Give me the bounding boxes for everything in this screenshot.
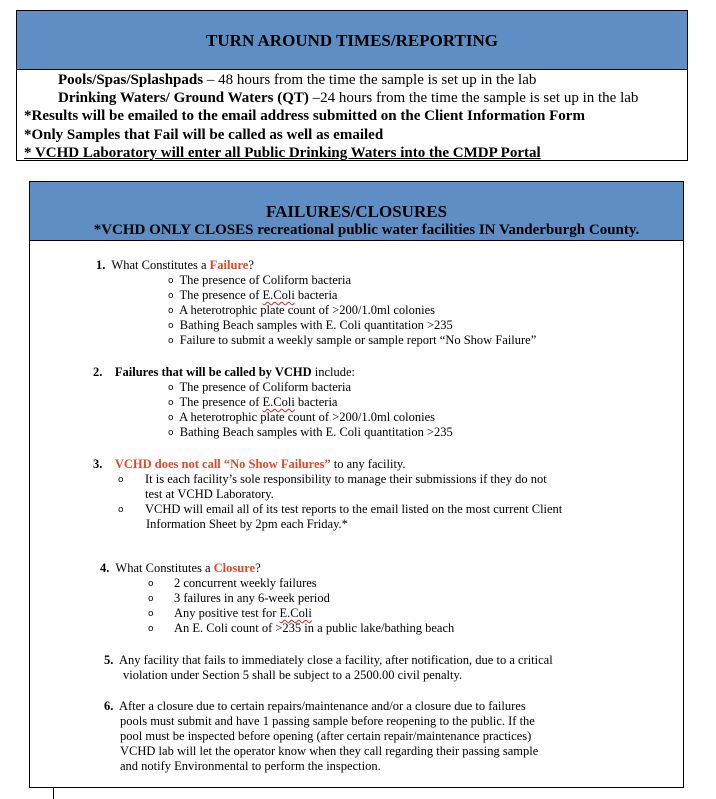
failures-title: FAILURES/CLOSURES xyxy=(265,202,448,221)
sub-item-text: Failure to submit a weekly sample or sample report “No Show Failure” xyxy=(179,333,537,347)
sub-item xyxy=(168,318,453,334)
sub-item xyxy=(168,303,435,319)
sub-item xyxy=(168,333,536,349)
turnaround-note: *Only Samples that Fail will be called as well as emailed xyxy=(24,126,384,143)
item-text: What Constitutes a xyxy=(115,561,214,575)
item-text: What Constitutes a xyxy=(111,258,210,272)
sub-item xyxy=(118,472,124,488)
no-show-highlight: VCHD does not call “No Show Failures” xyxy=(114,457,331,471)
sub-item-text: The presence of Coliform bacteria xyxy=(179,273,351,287)
item-text: pool must be inspected before opening (after certain repair/maintenance practices) xyxy=(120,729,532,743)
spellcheck-flagged-word[interactable]: E.Coli xyxy=(262,288,295,302)
sub-item-text: Any positive test for xyxy=(174,606,280,620)
turnaround-title: TURN AROUND TIMES/REPORTING xyxy=(206,31,498,50)
sub-item xyxy=(168,288,337,304)
turnaround-value: –24 hours from the time the sample is set up in the lab xyxy=(308,90,639,107)
item-number: 1. xyxy=(96,258,106,272)
item-text: and notify Environmental to perform the inspection. xyxy=(120,759,381,773)
bullet-icon: o xyxy=(148,609,154,619)
sub-item-text: Bathing Beach samples with E. Coli quantitation >235 xyxy=(179,318,453,332)
sub-item-text: bacteria xyxy=(294,395,338,409)
sub-item xyxy=(148,576,154,592)
item-6-line xyxy=(104,699,526,714)
item-number: 5. xyxy=(104,653,114,667)
item-5-line xyxy=(104,653,553,668)
bullet-icon: o xyxy=(168,413,174,423)
bullet-icon: o xyxy=(168,336,174,346)
bullet-icon: o xyxy=(168,321,174,331)
item-text: VCHD lab will let the operator know when they call regarding their passing sample xyxy=(120,744,539,758)
item-text: violation under Section 5 shall be subject to a 2500.00 civil penalty. xyxy=(123,668,463,682)
sub-item xyxy=(168,395,337,411)
list-item-2 xyxy=(93,365,355,380)
sub-item-text: VCHD will email all of its test reports to the email listed on the most current Client xyxy=(145,502,563,516)
sub-item xyxy=(168,410,435,426)
bullet-icon: o xyxy=(168,428,174,438)
sub-item-text: test at VCHD Laboratory. xyxy=(145,487,274,501)
sub-item-text: Bathing Beach samples with E. Coli quantitation >235 xyxy=(179,425,453,439)
turnaround-section xyxy=(16,10,688,161)
item-text: After a closure due to certain repairs/maintenance and/or a closure due to failures xyxy=(118,699,526,713)
bullet-icon: o xyxy=(118,505,124,515)
sub-item-text: The presence of xyxy=(179,395,263,409)
item-number: 6. xyxy=(104,699,114,713)
turnaround-line-pools xyxy=(17,71,687,89)
turnaround-header xyxy=(17,11,687,70)
item-number: 2. xyxy=(93,365,103,379)
turnaround-value: – 48 hours from the time the sample is set up in the lab xyxy=(203,72,537,88)
failure-highlight: Failure xyxy=(209,258,249,272)
item-text: ? xyxy=(255,561,261,575)
list-item-3 xyxy=(93,457,406,472)
sub-item-text: 3 failures in any 6-week period xyxy=(174,591,330,605)
sub-item-text: 2 concurrent weekly failures xyxy=(174,576,317,590)
list-item-4 xyxy=(100,561,261,576)
failures-header xyxy=(30,182,683,241)
spellcheck-flagged-word[interactable]: E.Coli xyxy=(262,395,295,409)
turnaround-body xyxy=(17,71,687,162)
bullet-icon: o xyxy=(168,291,174,301)
sub-item-text: bacteria xyxy=(294,288,338,302)
item-text: Any facility that fails to immediately close a facility, after notification, due to a critical xyxy=(118,653,553,667)
sub-item-text: The presence of Coliform bacteria xyxy=(179,380,351,394)
item-text: pools must submit and have 1 passing sample before reopening to the public. If the xyxy=(120,714,535,728)
sub-item-text: The presence of xyxy=(179,288,263,302)
sub-item xyxy=(118,502,124,518)
item-number: 4. xyxy=(100,561,110,575)
failures-subtitle: *VCHD ONLY CLOSES recreational public water facilities IN Vanderburgh County. xyxy=(93,222,640,238)
bullet-icon: o xyxy=(148,579,154,589)
sub-item-text: An E. Coli count of >235 in a public lake/bathing beach xyxy=(174,621,455,635)
bullet-icon: o xyxy=(118,475,124,485)
sub-item-text: It is each facility’s sole responsibility to manage their submissions if they do not xyxy=(145,472,547,486)
table-border-fragment xyxy=(53,788,54,799)
turnaround-label: Drinking Waters/ Ground Waters (QT) xyxy=(58,90,309,107)
sub-item xyxy=(168,425,453,441)
bullet-icon: o xyxy=(148,594,154,604)
sub-item xyxy=(168,380,351,396)
sub-item xyxy=(148,606,154,622)
turnaround-note xyxy=(17,144,687,162)
turnaround-note-text: * VCHD Laboratory will enter all Public Drinking Waters into the CMDP Portal xyxy=(24,144,541,161)
turnaround-line-drinking xyxy=(17,89,687,107)
item-text: ? xyxy=(248,258,254,272)
sub-item xyxy=(148,591,154,607)
closure-highlight: Closure xyxy=(213,561,256,575)
bullet-icon: o xyxy=(168,276,174,286)
sub-item xyxy=(148,621,154,637)
item-text: include: xyxy=(311,365,356,379)
sub-item-text: A heterotrophic plate count of >200/1.0ml colonies xyxy=(179,303,436,317)
sub-item-text: Information Sheet by 2pm each Friday.* xyxy=(146,517,348,531)
sub-item-text: A heterotrophic plate count of >200/1.0ml colonies xyxy=(179,410,436,424)
bullet-icon: o xyxy=(168,398,174,408)
item-text-bold: Failures that will be called by VCHD xyxy=(114,365,312,379)
bullet-icon: o xyxy=(168,306,174,316)
spellcheck-flagged-word[interactable]: E.Coli xyxy=(279,606,312,620)
turnaround-label: Pools/Spas/Splashpads xyxy=(58,72,204,88)
turnaround-note: *Results will be emailed to the email address submitted on the Client Information Form xyxy=(24,108,585,125)
bullet-icon: o xyxy=(168,383,174,393)
sub-item xyxy=(168,273,351,289)
item-text: to any facility. xyxy=(330,457,406,471)
bullet-icon: o xyxy=(148,624,154,634)
sub-item xyxy=(174,606,312,621)
item-number: 3. xyxy=(93,457,103,471)
list-item-1 xyxy=(96,258,254,273)
